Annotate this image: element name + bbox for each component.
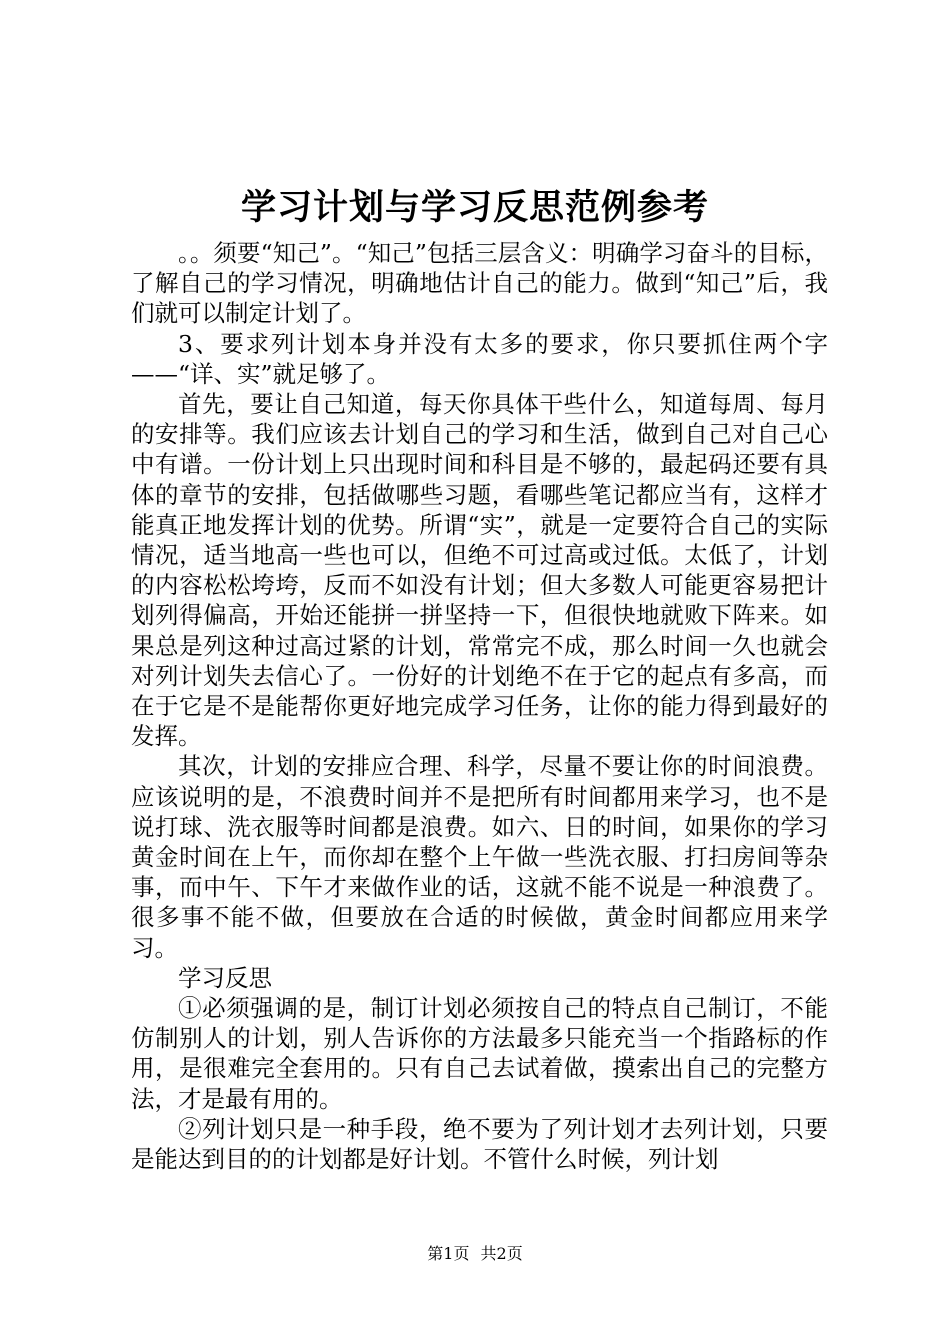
paragraph-6: ②列计划只是一种手段，绝不要为了列计划才去列计划，只要是能达到目的的计划都是好计划。不管什么时候，列计划 (131, 1114, 828, 1174)
page-total: 共2页 (480, 1244, 523, 1263)
page-footer (0, 1243, 950, 1265)
paragraph-4: 其次，计划的安排应合理、科学，尽量不要让你的时间浪费。应该说明的是，不浪费时间并不是把所有时间都用来学习，也不是说打球、洗衣服等时间都是浪费。如六、日的时间，如果你的学习黄金时间在上午，而你却在整个上午做一些洗衣服、打扫房间等杂事，而中午、下午才来做作业的话，这就不能不说是一种浪费了。很多事不能不做，但要放在合适的时候做，黄金时间都应用来学习。 (131, 752, 828, 962)
paragraph-1: 。。须要“知己”。“知己”包括三层含义：明确学习奋斗的目标，了解自己的学习情况，明确地估计自己的能力。做到“知己”后，我们就可以制定计划了。 (131, 239, 828, 328)
document-body (131, 238, 828, 1174)
page-number: 第1页 (427, 1244, 470, 1263)
paragraph-3: 首先，要让自己知道，每天你具体干些什么，知道每周、每月的安排等。我们应该去计划自己的学习和生活，做到自己对自己心中有谱。一份计划上只出现时间和科目是不够的，最起码还要有具体的章节的安排，包括做哪些习题，看哪些笔记都应当有，这样才能真正地发挥计划的优势。所谓“实”，就是一定要符合自己的实际情况，适当地高一些也可以，但绝不可过高或过低。太低了，计划的内容松松垮垮，反而不如没有计划；但大多数人可能更容易把计划列得偏高，开始还能拼一拼坚持一下，但很快地就败下阵来。如果总是列这种过高过紧的计划，常常完不成，那么时间一久也就会对列计划失去信心了。一份好的计划绝不在于它的起点有多高，而在于它是不是能帮你更好地完成学习任务，让你的能力得到最好的发挥。 (131, 390, 828, 751)
document-title: 学习计划与学习反思范例参考 (240, 187, 709, 228)
paragraph-5: ①必须强调的是，制订计划必须按自己的特点自己制订，不能仿制别人的计划，别人告诉你的方法最多只能充当一个指路标的作用，是很难完全套用的。只有自己去试着做，摸索出自己的完整方法，才是最有用的。 (131, 994, 828, 1113)
section-heading-reflection: 学习反思 (178, 963, 272, 992)
paragraph-2: 3、要求列计划本身并没有太多的要求，你只要抓住两个字——“详、实”就足够了。 (131, 329, 828, 388)
